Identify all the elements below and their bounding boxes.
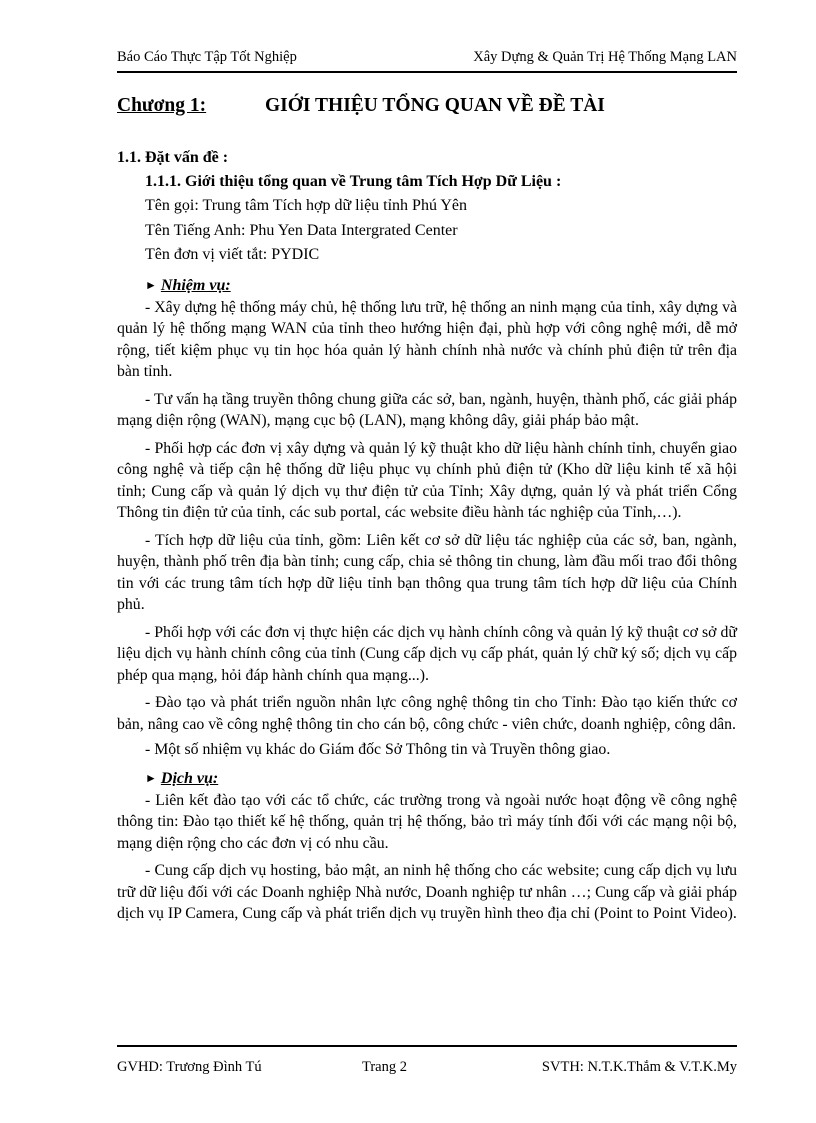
chapter-number: Chương 1: [117,95,207,116]
duty-paragraph: - Đào tạo và phát triển nguồn nhân lực công nghệ thông tin cho Tỉnh: Đào tạo kiến thức cơ bản, nâng cao về công nghệ thông tin cho cán bộ, công chức - viên chức, doanh nghiệp, công dân. [117,694,737,733]
duty-paragraph: - Phối hợp các đơn vị xây dựng và quản lý kỹ thuật kho dữ liệu hành chính tỉnh, chuyển giao công nghệ và tiếp cận hệ thống dữ liệu phục vụ chính phủ điện tử (Kho dữ liệu kinh tế xã hội tỉnh; Cung cấp và quản lý dịch vụ thư điện tử của Tỉnh; Xây dựng, quản lý và phát triển Cổng Thông tin điện tử của tỉnh, các sub portal, các website điều hành tác nghiệp của Tỉnh,…). [117,439,737,521]
page-footer [117,1045,737,1077]
footer-students: SVTH: N.T.K.Thắm & V.T.K.My [541,1059,737,1075]
info-name: Tên gọi: Trung tâm Tích hợp dữ liệu tỉnh Phú Yên [145,197,468,214]
duty-paragraph: - Phối hợp với các đơn vị thực hiện các dịch vụ hành chính công và quản lý kỹ thuật cơ sở dữ liệu dịch vụ hành chính công của tỉnh (Cung cấp dịch vụ cấp phát, quản lý chữ ký số; dịch vụ cấp phép qua mạng, hỏi đáp hành chính qua mạng...). [117,623,737,684]
services-heading [117,767,737,790]
header-left-text: Báo Cáo Thực Tập Tốt Nghiệp [117,49,297,65]
header-right-text: Xây Dựng & Quản Trị Hệ Thống Mạng LAN [473,49,737,65]
duty-paragraph: - Một số nhiệm vụ khác do Giám đốc Sở Thông tin và Truyền thông giao. [145,741,611,758]
subsection-heading: 1.1.1. Giới thiệu tổng quan về Trung tâm Tích Hợp Dữ Liệu : [145,173,562,190]
footer-supervisor: GVHD: Trương Đình Tú [117,1059,262,1075]
footer-page-number: Trang 2 [362,1059,407,1075]
chapter-heading: GIỚI THIỆU TỔNG QUAN VỀ ĐỀ TÀI [265,95,605,116]
page-header [117,49,737,73]
section-heading: 1.1. Đặt vấn đề : [117,149,229,166]
duty-paragraph: - Xây dựng hệ thống máy chủ, hệ thống lưu trữ, hệ thống an ninh mạng của tỉnh, xây dựng và quản lý hệ thống mạng WAN của tỉnh theo hướng hiện đại, phù hợp với công nghệ mới, dễ mở rộng, tiết kiệm phục vụ tin học hóa quản lý hành chính nhà nước và chính phủ điện tử trên địa bàn tỉnh. [117,298,737,380]
services-title: Dịch vụ: [160,769,219,787]
service-paragraph: - Cung cấp dịch vụ hosting, bảo mật, an ninh hệ thống cho các website; cung cấp dịch vụ lưu trữ dữ liệu đối với các Doanh nghiệp Nhà nước, Doanh nghiệp tư nhân …; Cung cấp và giải pháp dịch vụ IP Camera, Cung cấp và phát triển dịch vụ truyền hình theo địa chỉ (Point to Point Video). [117,862,737,922]
duties-title: Nhiệm vụ: [160,276,231,294]
arrow-bullet-icon: ► [145,277,157,292]
arrow-bullet-icon: ► [145,770,157,785]
service-paragraph: - Liên kết đào tạo với các tổ chức, các trường trong và ngoài nước hoạt động về công nghệ thông tin: Đào tạo thiết kế hệ thống, quản trị hệ thống, bảo trì máy tính đối với các mạng nội bộ, mạng diện rộng cho các đơn vị có nhu cầu. [117,791,737,852]
chapter-title [117,95,605,117]
duty-paragraph: - Tư vấn hạ tầng truyền thông chung giữa các sở, ban, ngành, huyện, thành phố, các giải pháp mạng diện rộng (WAN), mạng cục bộ (LAN), mạng không dây, giải pháp bảo mật. [117,390,737,429]
duty-paragraph: - Tích hợp dữ liệu của tỉnh, gồm: Liên kết cơ sở dữ liệu tác nghiệp của các sở, ban, ngành, huyện, thành phố trên địa bàn tỉnh; cung cấp, chia sẻ thông tin chung, làm đầu mối trao đổi thông tin với các trung tâm tích hợp dữ liệu tỉnh bạn thông qua trung tâm tích hợp dữ liệu của Chính phủ. [117,531,737,613]
info-abbreviation: Tên đơn vị viết tắt: PYDIC [145,246,320,263]
document-body [117,146,737,931]
duties-heading [117,274,737,297]
info-english-name: Tên Tiếng Anh: Phu Yen Data Intergrated Center [145,221,458,239]
